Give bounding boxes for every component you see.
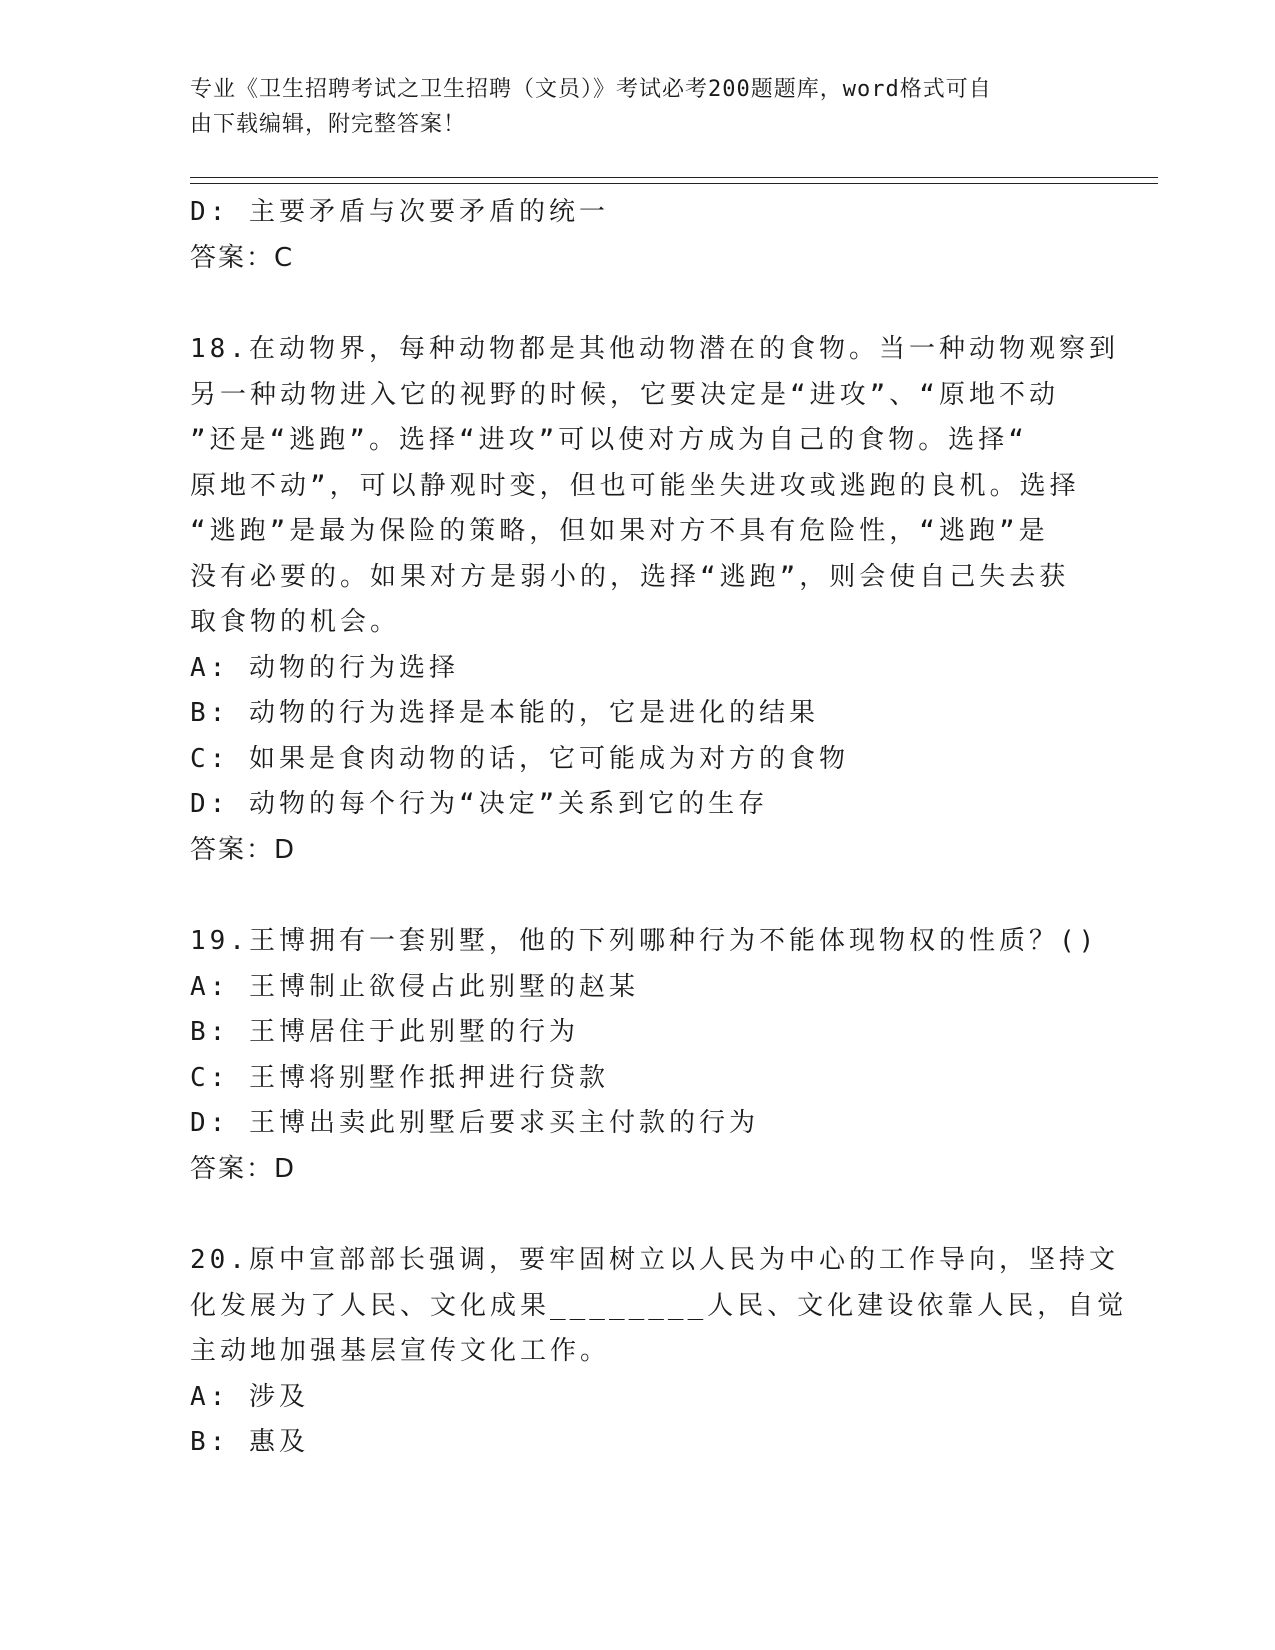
stem-line: 原地不动”，可以静观时变，但也可能坐失进攻或逃跑的良机。选择 [190, 470, 1080, 501]
option-d: D: 动物的每个行为“决定”关系到它的生存 [190, 789, 769, 819]
document-body [190, 190, 1128, 1466]
option-b: B: 王博居住于此别墅的行为 [190, 1017, 579, 1047]
option-b: B: 惠及 [190, 1427, 309, 1457]
stem-line: 19.王博拥有一套别墅，他的下列哪种行为不能体现物权的性质？() [190, 926, 1099, 956]
option-c: C: 王博将别墅作抵押进行贷款 [190, 1062, 609, 1093]
page-header [190, 72, 1070, 142]
option-b: B: 动物的行为选择是本能的，它是进化的结果 [190, 698, 819, 728]
stem-line: “逃跑”是最为保险的策略，但如果对方不具有危险性，“逃跑”是 [190, 516, 1049, 546]
question-19 [190, 919, 1099, 1192]
stem-line: ”还是“逃跑”。选择“进攻”可以使对方成为自己的食物。选择“ [190, 425, 1028, 455]
option-d: D: 主要矛盾与次要矛盾的统一 [190, 197, 609, 227]
stem-line: 没有必要的。如果对方是弱小的，选择“逃跑”，则会使自己失去获 [190, 561, 1070, 592]
answer-line: 答案：D [190, 1153, 297, 1184]
question-stem [190, 919, 1099, 965]
stem-line: 另一种动物进入它的视野的时候，它要决定是“进攻”、“原地不动 [190, 379, 1059, 410]
previous-question-tail [190, 190, 1090, 281]
stem-line: 主动地加强基层宣传文化工作。 [190, 1336, 611, 1366]
stem-line: 取食物的机会。 [190, 607, 401, 637]
question-stem [190, 327, 1119, 646]
question-20 [190, 1238, 1128, 1466]
stem-line: 18.在动物界，每种动物都是其他动物潜在的食物。当一种动物观察到 [190, 334, 1119, 364]
header-line: 专业《卫生招聘考试之卫生招聘（文员）》考试必考200题题库，word格式可自 [190, 77, 992, 102]
header-divider [190, 177, 1158, 178]
stem-line: 20.原中宣部部长强调，要牢固树立以人民为中心的工作导向，坚持文 [190, 1245, 1119, 1275]
answer-line: 答案：D [190, 834, 297, 865]
option-a: A: 王博制止欲侵占此别墅的赵某 [190, 971, 639, 1002]
header-line: 由下载编辑，附完整答案！ [190, 112, 467, 137]
header-divider [190, 183, 1158, 184]
option-a: A: 涉及 [190, 1381, 309, 1412]
answer-line: 答案：C [190, 242, 295, 273]
stem-line: 化发展为了人民、文化成果________人民、文化建设依靠人民，自觉 [190, 1290, 1128, 1321]
question-stem [190, 1238, 1128, 1375]
option-d: D: 王博出卖此别墅后要求买主付款的行为 [190, 1108, 759, 1138]
option-a: A: 动物的行为选择 [190, 652, 459, 683]
question-18 [190, 327, 1119, 873]
option-c: C: 如果是食肉动物的话，它可能成为对方的食物 [190, 743, 849, 774]
